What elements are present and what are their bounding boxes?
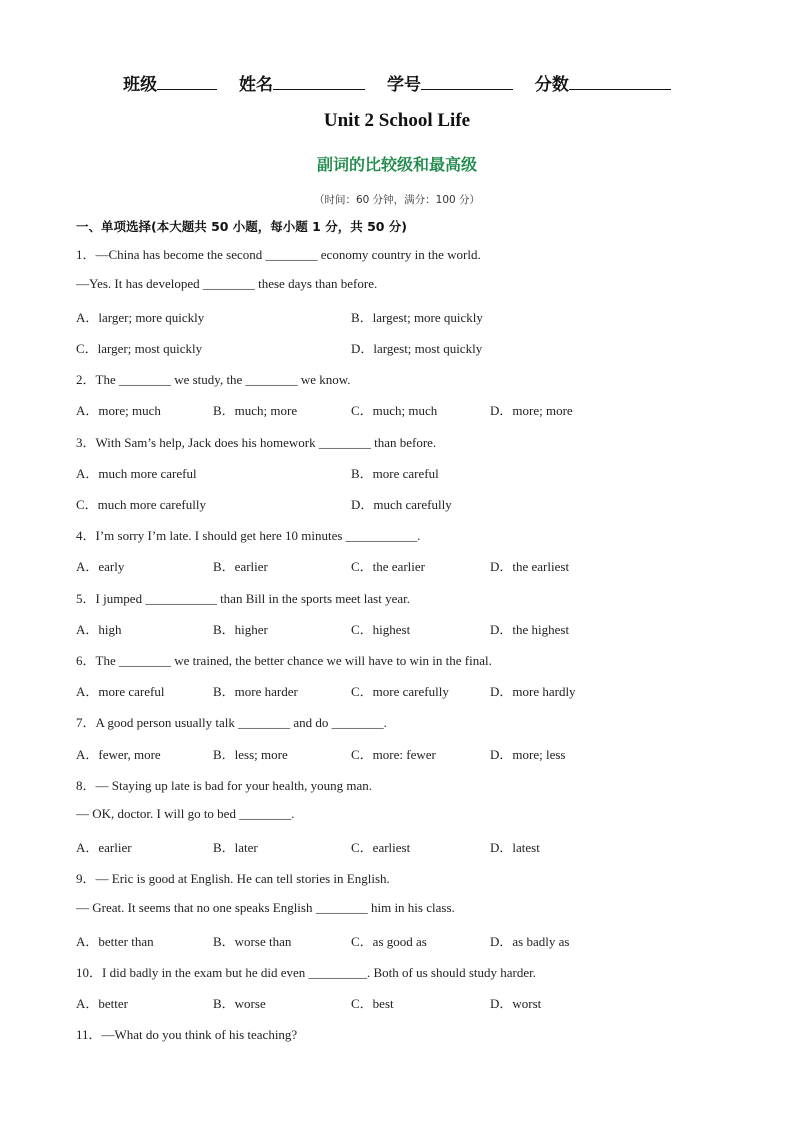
option-d: D．as badly as: [490, 934, 570, 949]
option-c: C．more: fewer: [351, 747, 436, 762]
option-a: A．better than: [76, 934, 154, 949]
option-a: A．much more careful: [76, 466, 197, 481]
name-field: [239, 75, 365, 95]
option-d: D．more hardly: [490, 684, 576, 699]
option-c: C．the earlier: [351, 559, 425, 574]
question-stem: 7．A good person usually talk ________ and do ________.: [76, 715, 387, 730]
option-b: B．more harder: [213, 684, 298, 699]
option-b: B．less; more: [213, 747, 288, 762]
student-id-label: 学号: [386, 75, 421, 95]
unit-title: Unit 2 School Life: [323, 110, 471, 131]
question-stem: 4．I’m sorry I’m late. I should get here 10 minutes ___________.: [76, 528, 421, 543]
topic-subtitle: 副词的比较级和最高级: [316, 155, 477, 174]
question-stem-reply: —Yes. It has developed ________ these days than before.: [76, 276, 378, 291]
option-a: A．better: [76, 996, 128, 1011]
option-b: B．much; more: [213, 403, 298, 418]
question-stem: 5．I jumped ___________ than Bill in the sports meet last year.: [76, 591, 410, 606]
class-label: 班级: [123, 75, 158, 95]
question-stem: 11．—What do you think of his teaching?: [76, 1027, 298, 1042]
question-stem: 9．— Eric is good at English. He can tell stories in English.: [76, 871, 390, 886]
option-c: C．highest: [351, 622, 411, 637]
option-c: C．more carefully: [351, 684, 449, 699]
option-a: A．fewer, more: [76, 747, 161, 762]
score-blank: [569, 75, 671, 90]
option-d: D．latest: [490, 840, 540, 855]
option-a: A．high: [76, 622, 122, 637]
class-field: [123, 75, 217, 95]
question-stem-reply: — OK, doctor. I will go to bed ________.: [76, 806, 295, 821]
option-a: A．early: [76, 559, 125, 574]
score-field: [535, 75, 671, 95]
option-d: D．more; less: [490, 747, 566, 762]
name-blank: [273, 75, 365, 90]
question-stem: 6．The ________ we trained, the better chance we will have to win in the final.: [76, 653, 492, 668]
option-b: B．worse: [213, 996, 266, 1011]
option-c: C．best: [351, 996, 394, 1011]
option-c: C．as good as: [351, 934, 427, 949]
name-label: 姓名: [239, 75, 274, 95]
student-id-field: [387, 75, 513, 95]
question-stem: 1．—China has become the second ________ economy country in the world.: [76, 247, 481, 262]
option-d: D．largest; most quickly: [351, 341, 483, 356]
question-stem: 2．The ________ we study, the ________ we know.: [76, 372, 351, 387]
student-info-line: [0, 70, 794, 95]
option-a: A．more careful: [76, 684, 165, 699]
option-a: A．earlier: [76, 840, 132, 855]
question-stem: 10．I did badly in the exam but he did even _________. Both of us should study harder.: [76, 965, 536, 980]
option-b: B．earlier: [213, 559, 268, 574]
option-b: B．later: [213, 840, 258, 855]
option-a: A．more; much: [76, 403, 161, 418]
option-d: D．the highest: [490, 622, 570, 637]
option-c: C．earliest: [351, 840, 411, 855]
option-c: C．much; much: [351, 403, 438, 418]
option-d: D．more; more: [490, 403, 573, 418]
option-a: A．larger; more quickly: [76, 310, 205, 325]
question-stem: 8．— Staying up late is bad for your health, young man.: [76, 778, 373, 793]
option-b: B．largest; more quickly: [351, 310, 483, 325]
option-b: B．more careful: [351, 466, 439, 481]
class-blank: [157, 75, 217, 90]
option-d: D．much carefully: [351, 497, 452, 512]
option-d: D．worst: [490, 996, 542, 1011]
option-c: C．much more carefully: [76, 497, 206, 512]
option-d: D．the earliest: [490, 559, 570, 574]
option-c: C．larger; most quickly: [76, 341, 203, 356]
option-b: B．higher: [213, 622, 268, 637]
score-label: 分数: [534, 75, 569, 95]
section-heading: 一、单项选择(本大题共 50 小题，每小题 1 分，共 50 分): [76, 219, 408, 234]
question-stem: 3．With Sam’s help, Jack does his homework ________ than before.: [76, 435, 437, 450]
time-info: （时间：60 分钟，满分：100 分）: [313, 194, 481, 206]
student-id-blank: [421, 75, 513, 90]
question-stem-reply: — Great. It seems that no one speaks English ________ him in his class.: [76, 900, 455, 915]
option-b: B．worse than: [213, 934, 292, 949]
